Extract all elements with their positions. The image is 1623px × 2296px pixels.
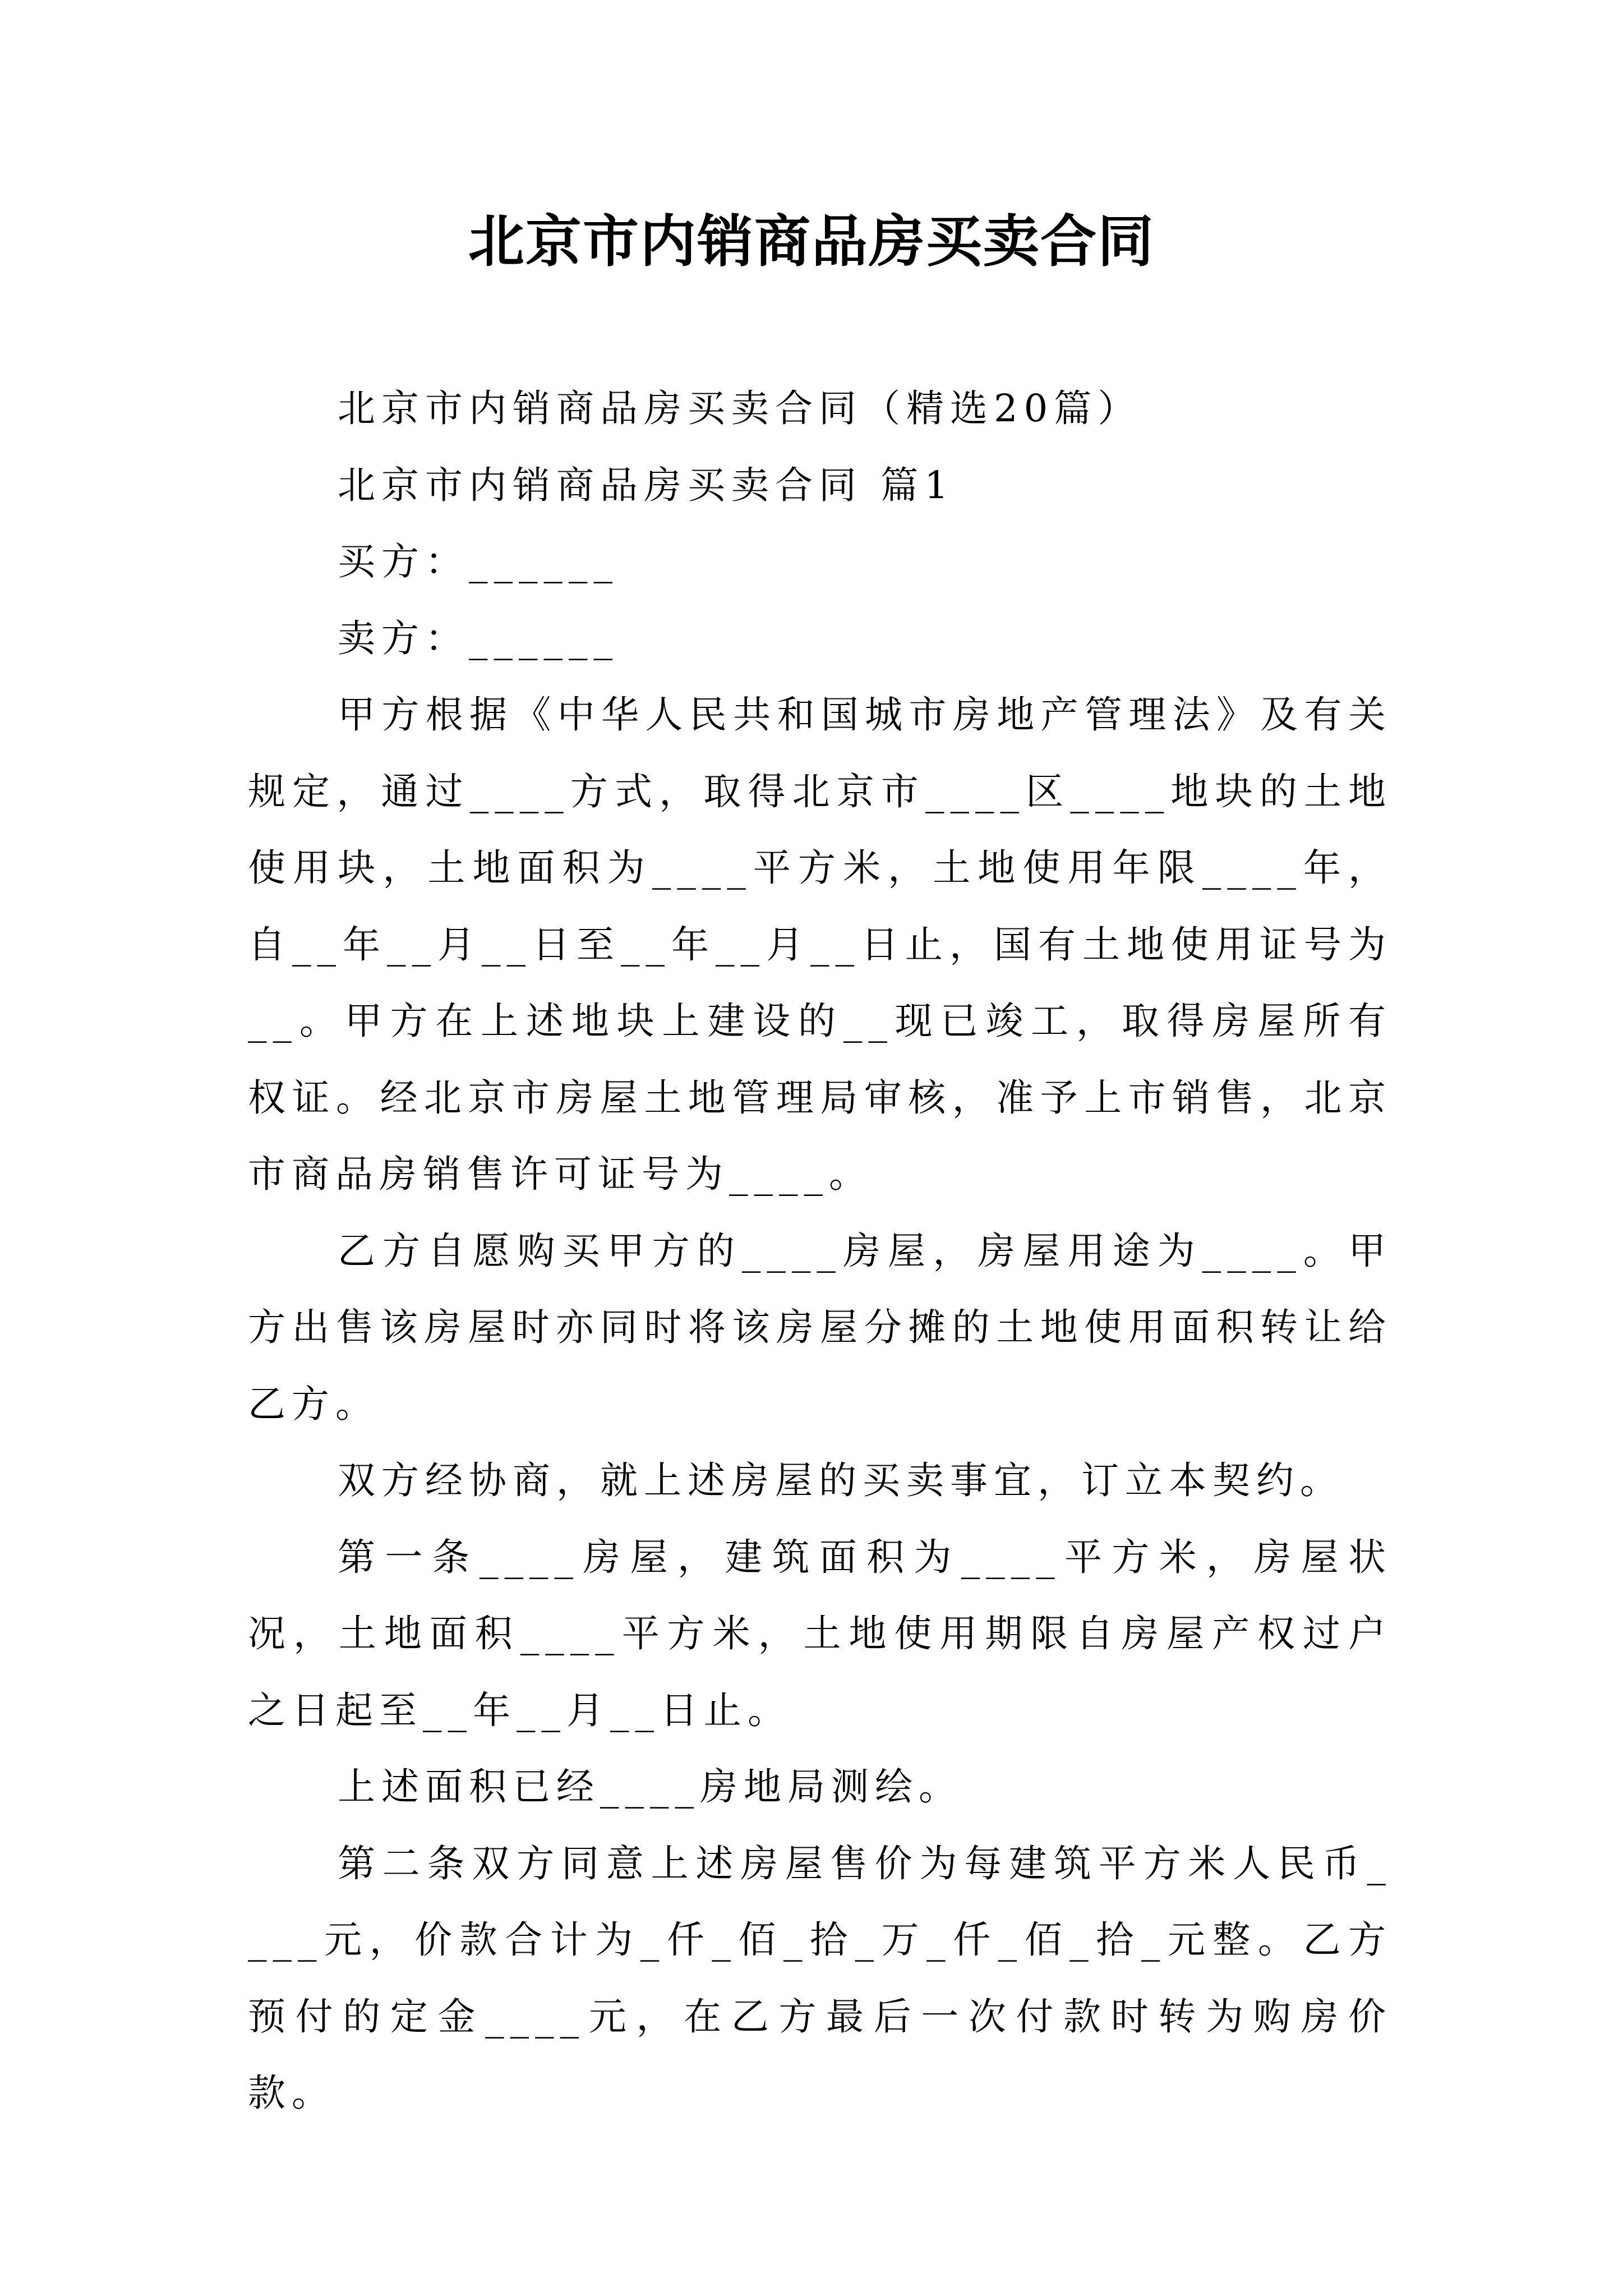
article-2: 第二条双方同意上述房屋售价为每建筑平方米人民币____元，价款合计为_仟_佰_拾_万_仟_佰_拾_元整。乙方预付的定金____元，在乙方最后一次付款时转为购房价款。 — [248, 1841, 1392, 2115]
document-title: 北京市内销商品房买卖合同 — [468, 208, 1155, 274]
document-body — [248, 370, 1392, 2132]
survey-paragraph: 上述面积已经____房地局测绘。 — [338, 1765, 962, 1809]
land-paragraph: 甲方根据《中华人民共和国城市房地产管理法》及有关规定，通过____方式，取得北京市____区____地块的土地使用块，土地面积为____平方米，土地使用年限____年，自__年__月__日至__年__月__日止，国有土地使用证号为__。甲方在上述地块上建设的__现已竣工，取得房屋所有权证。经北京市房屋土地管理局审核，准予上市销售，北京市商品房销售许可证号为____。 — [248, 693, 1392, 1196]
article-1: 第一条____房屋，建筑面积为____平方米，房屋状况，土地面积____平方米，土地使用期限自房屋产权过户之日起至__年__月__日止。 — [248, 1535, 1392, 1732]
agreement-paragraph: 双方经协商，就上述房屋的买卖事宜，订立本契约。 — [338, 1458, 1344, 1502]
purchase-paragraph: 乙方自愿购买甲方的____房屋，房屋用途为____。甲方出售该房屋时亦同时将该房屋分摊的土地使用面积转让给乙方。 — [248, 1228, 1392, 1426]
contract-heading: 北京市内销商品房买卖合同 篇1 — [338, 463, 955, 507]
collection-heading: 北京市内销商品房买卖合同（精选20篇） — [338, 386, 1142, 430]
seller-line: 卖方：______ — [338, 616, 619, 660]
buyer-line: 买方：______ — [338, 540, 619, 583]
